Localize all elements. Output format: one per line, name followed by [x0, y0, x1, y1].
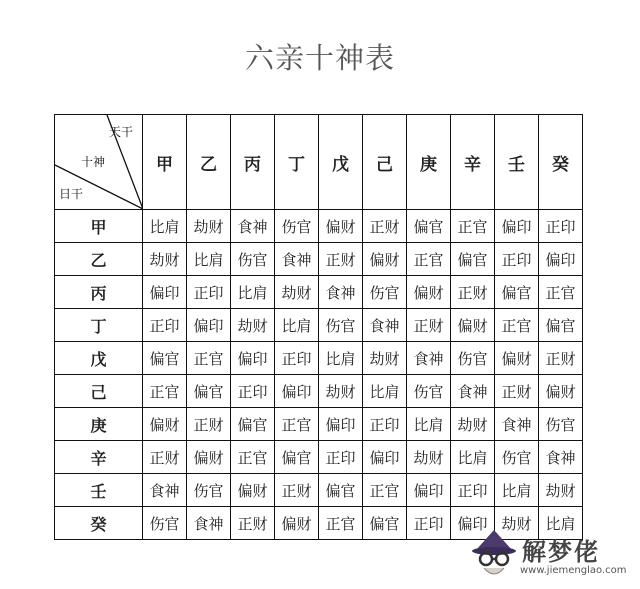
column-header-heavenly-stem: 丁 — [275, 115, 319, 210]
table-cell: 食神 — [275, 243, 319, 276]
column-header-heavenly-stem: 癸 — [539, 115, 583, 210]
wizard-hat-glasses-icon — [470, 528, 518, 580]
table-cell: 正财 — [143, 441, 187, 474]
column-header-heavenly-stem: 甲 — [143, 115, 187, 210]
table-cell: 偏财 — [363, 243, 407, 276]
table-cell: 正印 — [407, 507, 451, 540]
table-cell: 正财 — [231, 507, 275, 540]
table-cell: 比肩 — [495, 474, 539, 507]
table-cell: 比肩 — [363, 375, 407, 408]
table-cell: 伤官 — [539, 408, 583, 441]
table-cell: 食神 — [319, 276, 363, 309]
table-cell: 正财 — [187, 408, 231, 441]
table-cell: 偏印 — [407, 474, 451, 507]
table-cell: 偏印 — [495, 210, 539, 243]
table-row — [55, 441, 583, 474]
table-cell: 劫财 — [495, 507, 539, 540]
table-cell: 食神 — [363, 309, 407, 342]
corner-label-ten-gods: 十神 — [81, 155, 106, 169]
table-cell: 偏财 — [143, 408, 187, 441]
table-cell: 偏印 — [363, 441, 407, 474]
table-cell: 正官 — [143, 375, 187, 408]
table-cell: 劫财 — [275, 276, 319, 309]
table-cell: 食神 — [231, 210, 275, 243]
table-cell: 正官 — [363, 474, 407, 507]
table-cell: 正印 — [275, 342, 319, 375]
table-cell: 偏印 — [187, 309, 231, 342]
table-cell: 偏财 — [187, 441, 231, 474]
row-header-day-stem: 庚 — [55, 408, 143, 441]
table-cell: 正印 — [319, 441, 363, 474]
table-cell: 劫财 — [539, 474, 583, 507]
table-cell: 劫财 — [143, 243, 187, 276]
column-header-heavenly-stem: 庚 — [407, 115, 451, 210]
table-row — [55, 342, 583, 375]
table-cell: 劫财 — [451, 408, 495, 441]
table-cell: 偏官 — [187, 375, 231, 408]
table-cell: 食神 — [539, 441, 583, 474]
table-cell: 正印 — [451, 474, 495, 507]
table-cell: 伤官 — [451, 342, 495, 375]
table-cell: 伤官 — [143, 507, 187, 540]
table-row — [55, 210, 583, 243]
row-header-day-stem: 癸 — [55, 507, 143, 540]
table-cell: 食神 — [407, 342, 451, 375]
column-header-heavenly-stem: 戊 — [319, 115, 363, 210]
table-cell: 劫财 — [231, 309, 275, 342]
row-header-day-stem: 壬 — [55, 474, 143, 507]
table-row — [55, 243, 583, 276]
table-cell: 偏印 — [539, 243, 583, 276]
row-header-day-stem: 丙 — [55, 276, 143, 309]
table-cell: 偏印 — [275, 375, 319, 408]
row-header-day-stem: 丁 — [55, 309, 143, 342]
table-cell: 劫财 — [187, 210, 231, 243]
table-cell: 正财 — [319, 243, 363, 276]
table-cell: 伤官 — [407, 375, 451, 408]
table-cell: 食神 — [143, 474, 187, 507]
table-cell: 正财 — [495, 375, 539, 408]
table-cell: 伤官 — [363, 276, 407, 309]
table-cell: 比肩 — [143, 210, 187, 243]
table-cell: 偏印 — [231, 342, 275, 375]
table-cell: 正官 — [319, 507, 363, 540]
table-cell: 偏印 — [319, 408, 363, 441]
table-cell: 劫财 — [363, 342, 407, 375]
table-cell: 正印 — [231, 375, 275, 408]
table-row — [55, 276, 583, 309]
table-cell: 比肩 — [231, 276, 275, 309]
table-cell: 伤官 — [231, 243, 275, 276]
table-cell: 偏财 — [275, 507, 319, 540]
table-cell: 伤官 — [275, 210, 319, 243]
table-cell: 正官 — [539, 276, 583, 309]
column-header-heavenly-stem: 辛 — [451, 115, 495, 210]
table-cell: 正财 — [363, 210, 407, 243]
table-cell: 偏官 — [407, 210, 451, 243]
column-header-heavenly-stem: 乙 — [187, 115, 231, 210]
table-cell: 正官 — [231, 441, 275, 474]
table-cell: 食神 — [495, 408, 539, 441]
page-title: 六亲十神表 — [244, 41, 395, 75]
row-header-day-stem: 己 — [55, 375, 143, 408]
table-cell: 正官 — [187, 342, 231, 375]
column-header-heavenly-stem: 壬 — [495, 115, 539, 210]
table-cell: 偏官 — [275, 441, 319, 474]
table-cell: 偏财 — [319, 210, 363, 243]
table-cell: 正官 — [495, 309, 539, 342]
table-cell: 偏财 — [231, 474, 275, 507]
watermark-logo — [470, 526, 640, 586]
table-cell: 偏印 — [143, 276, 187, 309]
table-cell: 比肩 — [539, 507, 583, 540]
table-cell: 偏财 — [539, 375, 583, 408]
table-cell: 偏官 — [231, 408, 275, 441]
ten-gods-table — [54, 114, 582, 534]
table-row — [55, 309, 583, 342]
corner-label-day-stem: 日干 — [59, 187, 84, 201]
table-cell: 伤官 — [187, 474, 231, 507]
table-cell: 正官 — [275, 408, 319, 441]
table-cell: 正印 — [143, 309, 187, 342]
table-cell: 偏财 — [451, 309, 495, 342]
table-cell: 偏官 — [451, 243, 495, 276]
table-cell: 比肩 — [319, 342, 363, 375]
table-row — [55, 408, 583, 441]
table-cell: 偏财 — [495, 342, 539, 375]
table-row — [55, 375, 583, 408]
table-row — [55, 474, 583, 507]
row-header-day-stem: 乙 — [55, 243, 143, 276]
table-cell: 偏官 — [363, 507, 407, 540]
table-cell: 正印 — [187, 276, 231, 309]
table-cell: 正财 — [539, 342, 583, 375]
table-cell: 比肩 — [451, 441, 495, 474]
table-cell: 伤官 — [319, 309, 363, 342]
table-cell: 劫财 — [319, 375, 363, 408]
table-cell: 正财 — [275, 474, 319, 507]
table-cell: 食神 — [451, 375, 495, 408]
table-cell: 正官 — [407, 243, 451, 276]
table-cell: 比肩 — [407, 408, 451, 441]
table-cell: 偏官 — [495, 276, 539, 309]
column-header-heavenly-stem: 丙 — [231, 115, 275, 210]
table-cell: 正财 — [407, 309, 451, 342]
table-cell: 正印 — [539, 210, 583, 243]
table-cell: 正印 — [363, 408, 407, 441]
table-cell: 正官 — [451, 210, 495, 243]
table-cell: 正印 — [495, 243, 539, 276]
row-header-day-stem: 辛 — [55, 441, 143, 474]
table-cell: 偏印 — [451, 507, 495, 540]
corner-label-heavenly-stem: 天干 — [109, 125, 134, 139]
table-cell: 正财 — [451, 276, 495, 309]
table-corner-header — [55, 115, 143, 210]
table-cell: 比肩 — [275, 309, 319, 342]
table-cell: 伤官 — [495, 441, 539, 474]
table-cell: 食神 — [187, 507, 231, 540]
column-header-heavenly-stem: 己 — [363, 115, 407, 210]
table-cell: 偏官 — [319, 474, 363, 507]
table-cell: 偏官 — [539, 309, 583, 342]
table-cell: 偏官 — [143, 342, 187, 375]
row-header-day-stem: 戊 — [55, 342, 143, 375]
watermark-brand: 解梦佬 — [522, 538, 600, 566]
table-cell: 偏财 — [407, 276, 451, 309]
row-header-day-stem: 甲 — [55, 210, 143, 243]
table-cell: 比肩 — [187, 243, 231, 276]
watermark-url: www.jiemenglao.com — [520, 565, 627, 576]
table-cell: 劫财 — [407, 441, 451, 474]
